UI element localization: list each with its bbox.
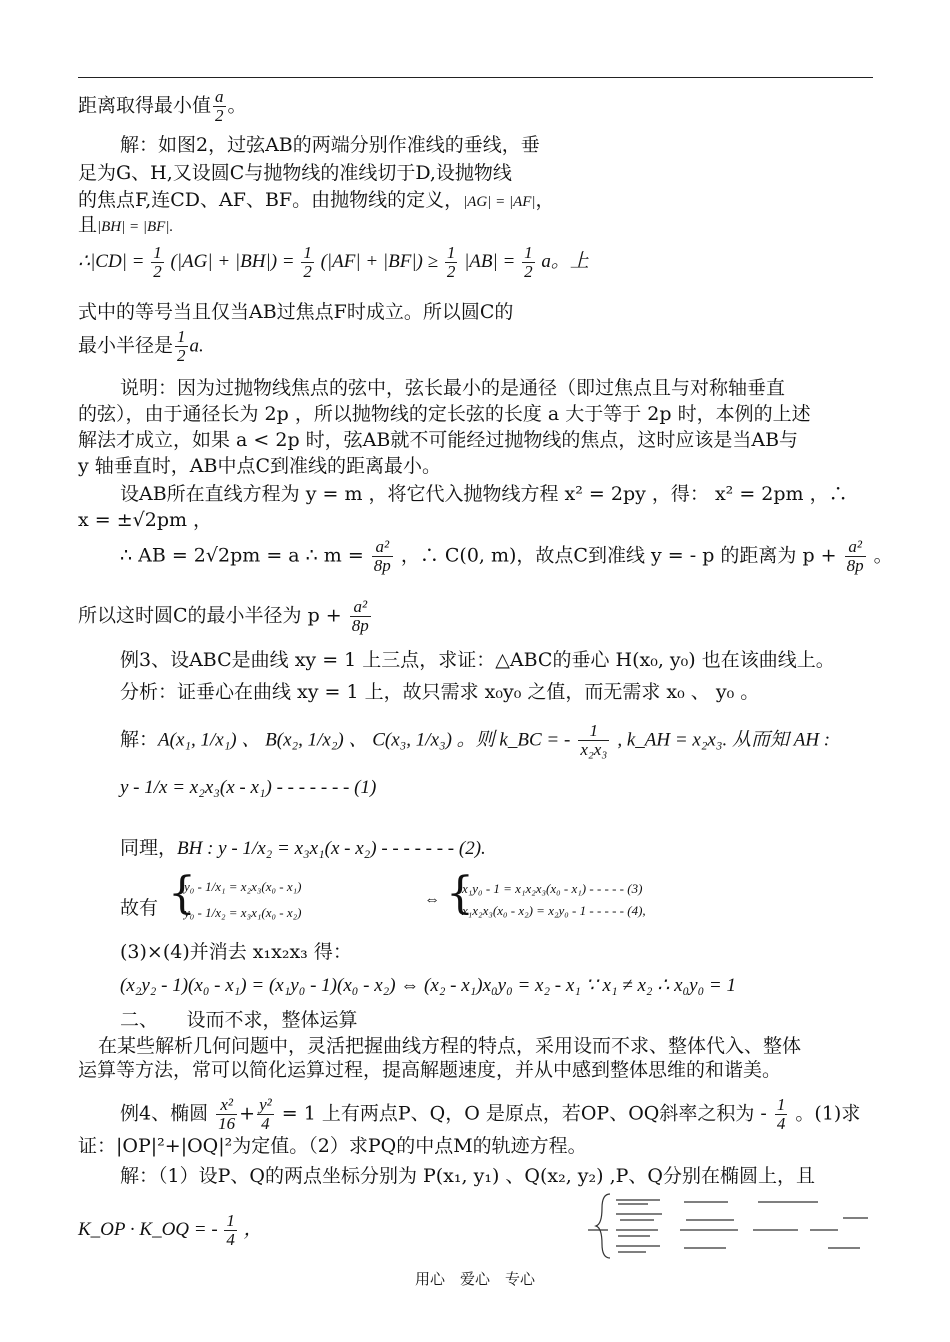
text-line: x = ±√2pm ， xyxy=(78,509,213,531)
fraction: $\frac{a}{2}$ xyxy=(215,87,224,125)
system-row: y₀ - 1/x₁ = x₂x₃(x₀ - x₁) xyxy=(184,879,302,894)
section-heading: 二、 设而不求，整体运算 xyxy=(120,1009,358,1031)
text-line xyxy=(78,88,878,125)
equation-line: ∴ AB = 2√2pm = a ∴ m = $\frac{\text{a²}}{8p}$ ，∴ C(0, m)，故点C到准线 y = - p 的距离为 p + $\frac{\text{a²}}{8p}$ 。 xyxy=(120,537,893,575)
equation-line: 同理，BH : y - 1/x₂ = x₃x₁(x - x₂) - - - - - - - (2). xyxy=(120,837,486,859)
text: 。 xyxy=(227,94,247,117)
text-line: 在某些解析几何问题中，灵活把握曲线方程的特点，采用设而不求、整体代入、整体 xyxy=(98,1035,802,1057)
illegible-equation-image xyxy=(588,1190,873,1262)
text-line: 例3、设ABC是曲线 xy = 1 上三点，求证：△ABC的垂心 H(x₀, y₀) 也在该曲线上。 xyxy=(120,649,835,671)
text-line: 说明：因为过抛物线焦点的弦中，弦长最小的是通径（即过焦点且与对称轴垂直 xyxy=(120,377,786,399)
equation-line: y - 1/x = x₂x₃(x - x₁) - - - - - - - (1) xyxy=(120,777,377,798)
brace-right: { xyxy=(446,868,474,919)
equation-line: 解：A(x₁, 1/x₁) 、 B(x₂, 1/x₂) 、 C(x₃, 1/x₃) 。则 k_BC = - $\frac{1}{\text{x₂x₃}}$ , k_AH = x₂x₃. 从而知 AH : xyxy=(120,721,831,759)
equivalence-symbol: ⇔ xyxy=(424,891,440,908)
system-row: y₀ - 1/x₂ = x₃x₁(x₀ - x₂) xyxy=(184,905,302,920)
equation-line: K_OP · K_OQ = - $\frac{1}{4}$ ， xyxy=(78,1211,263,1249)
text-line: 解：（1）设P、Q的两点坐标分别为 P(x₁, y₁) 、Q(x₂, y₂) ,P、Q分别在椭圆上，且 xyxy=(120,1165,816,1187)
system-row: x₁y₀ - 1 = x₁x₂x₃(x₀ - x₁) - - - - - (3) xyxy=(462,881,643,896)
header-rule xyxy=(78,77,873,78)
text-line: 解：如图2，过弦AB的两端分别作准线的垂线，垂 xyxy=(120,134,540,156)
text-line: 式中的等号当且仅当AB过焦点F时成立。所以圆C的 xyxy=(78,301,514,323)
text-line: 的焦点F,连CD、AF、BF。由抛物线的定义，|AG| = |AF|， xyxy=(78,189,555,211)
text-line: 故有 xyxy=(120,897,159,919)
brace-left: { xyxy=(168,868,196,919)
equation-line: (x₂y₂ - 1)(x₀ - x₁) = (x₁y₀ - 1)(x₀ - x₂) ⇔ (x₂ - x₁)x₀y₀ = x₂ - x₁ ∵ x₁ ≠ x₂ ∴ x₀y₀ = 1 xyxy=(120,975,736,996)
text-line: 所以这时圆C的最小半径为 p + $\frac{\text{a²}}{8p}$ xyxy=(78,597,369,635)
text-line: 且|BH| = |BF|. xyxy=(78,214,174,236)
text-line: 解法才成立，如果 a < 2p 时，弦AB就不可能经过抛物线的焦点，这时应该是当AB与 xyxy=(78,429,799,451)
text: 距离取得最小值 xyxy=(78,94,212,117)
text-line: 最小半径是 $\frac{1}{2}$ a. xyxy=(78,327,204,365)
text-line: 设AB所在直线方程为 y = m ，将它代入抛物线方程 x² = 2py ，得： x² = 2pm ，∴ xyxy=(120,483,848,505)
equation-line: 例4、椭圆 $\frac{\text{x²}}{16}$ + $\frac{\text{y²}}{4}$ = 1 上有两点P、Q，O 是原点，若OP、OQ斜率之积为 - $\frac{1}{4}$ 。(1)求 xyxy=(120,1095,861,1133)
page-footer: 用心 爱心 专心 xyxy=(414,1270,535,1288)
text-line: (3)×(4)并消去 x₁x₂x₃ 得： xyxy=(120,941,352,963)
text-line: 的弦），由于通径长为 2p ，所以抛物线的定长弦的长度 a 大于等于 2p 时，本例的上述 xyxy=(78,403,811,425)
equation-line: ∴|CD| = $\frac{1}{2}$ (|AG| + |BH|) = $\frac{1}{2}$ (|AF| + |BF|) ≥ $\frac{1}{2}$ |AB| = $\frac{1}{2}$ a。上 xyxy=(78,243,589,281)
text-line: y 轴垂直时，AB中点C到准线的距离最小。 xyxy=(78,455,441,477)
system-row: x₁x₂x₃(x₀ - x₂) = x₂y₀ - 1 - - - - - (4), xyxy=(462,903,646,918)
text-line: 证：|OP|²+|OQ|²为定值。（2）求PQ的中点M的轨迹方程。 xyxy=(78,1135,587,1157)
text-line: 足为G、H,又设圆C与抛物线的准线切于D,设抛物线 xyxy=(78,162,512,184)
text-line: 分析：证垂心在曲线 xy = 1 上，故只需求 x₀y₀ 之值，而无需求 x₀ 、 y₀ 。 xyxy=(120,681,760,703)
text-line: 运算等方法，常可以简化运算过程，提高解题速度，并从中感到整体思维的和谐美。 xyxy=(78,1059,782,1081)
